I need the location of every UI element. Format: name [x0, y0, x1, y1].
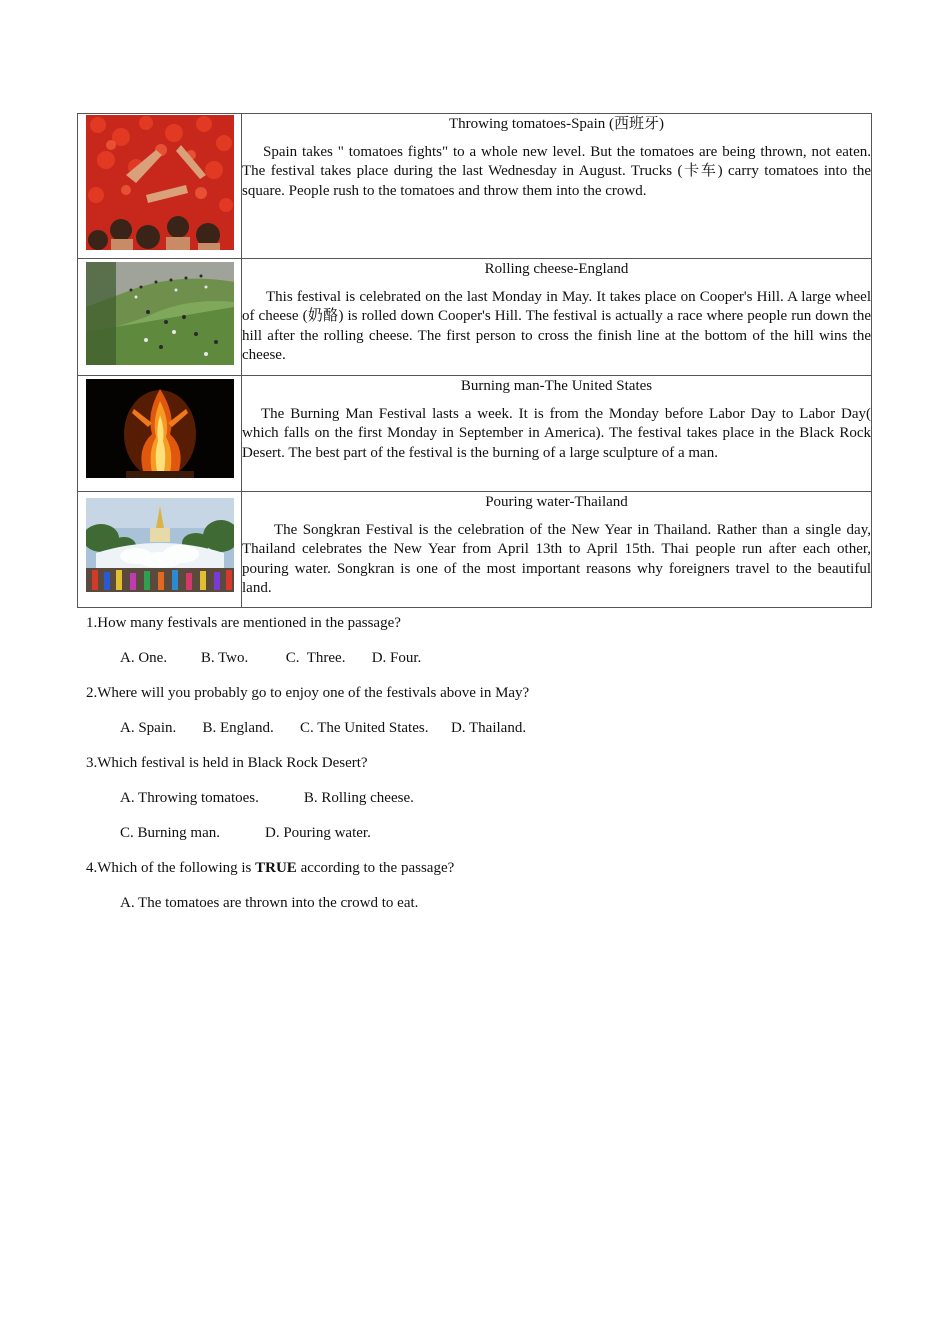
festival-title: Burning man-The United States	[460, 378, 653, 394]
question-2: 2.Where will you probably go to enjoy one of the festivals above in May?	[86, 685, 530, 701]
festival-description: This festival is celebrated on the last Monday in May. It takes place on Cooper's Hill. A large wheel of cheese (奶酪) is rolled down Cooper's Hill. The festival is actually a race where people run down the hill after the rolling cheese. The first person to cross the finish line at the bottom of the hill wins the cheese.	[242, 289, 871, 364]
festival-table	[77, 113, 872, 608]
festival-row-england	[78, 259, 872, 376]
festival-description: The Songkran Festival is the celebration of the New Year in Thailand. Rather than a single day, Thailand celebrates the New Year from April 13th to April 15th. Thai people run after each other, pouring water. Songkran is one of the most important reasons why foreigners travel to the beautiful land.	[242, 522, 871, 597]
songkran-photo	[86, 498, 234, 592]
burning-man-photo	[86, 379, 234, 478]
festival-row-united-states	[78, 376, 872, 492]
festival-title: Pouring water-Thailand	[485, 494, 628, 510]
question-4-options: A. The tomatoes are thrown into the crowd to eat.	[120, 895, 419, 911]
festival-title: Rolling cheese-England	[484, 261, 629, 277]
festival-title: Throwing tomatoes-Spain (西班牙)	[449, 116, 664, 132]
question-4-text-end: according to the passage?	[296, 860, 455, 876]
festival-description: The Burning Man Festival lasts a week. It is from the Monday before Labor Day to Labor Day( which falls on the first Monday in September in America). The festival takes place in the Black Rock Desert. The best part of the festival is the burning of a large sculpture of a man.	[242, 406, 871, 461]
question-3-options-row-1: A. Throwing tomatoes. B. Rolling cheese.	[120, 790, 414, 806]
questions-section	[86, 611, 886, 926]
festival-row-spain	[78, 114, 872, 259]
question-4	[86, 856, 886, 880]
question-1: 1.How many festivals are mentioned in the passage?	[86, 615, 401, 631]
festival-description: Spain takes " tomatoes fights" to a whole new level. But the tomatoes are being thrown, not eaten. The festival takes place during the last Wednesday in August. Trucks (卡车) carry tomatoes into the square. People rush to the tomatoes and throw them into the crowd.	[242, 144, 871, 199]
question-1-options: A. One. B. Two. C. Three. D. Four.	[120, 650, 422, 666]
question-3-options-row-2: C. Burning man. D. Pouring water.	[120, 825, 371, 841]
question-3: 3.Which festival is held in Black Rock Desert?	[86, 755, 368, 771]
festival-row-thailand	[78, 492, 872, 608]
question-4-text-start: 4.Which of the following is	[86, 860, 256, 876]
question-2-options: A. Spain. B. England. C. The United States. D. Thailand.	[120, 720, 527, 736]
tomato-fight-photo	[86, 115, 234, 250]
question-4-emphasis: TRUE	[255, 860, 297, 876]
cheese-hill-photo	[86, 262, 234, 365]
